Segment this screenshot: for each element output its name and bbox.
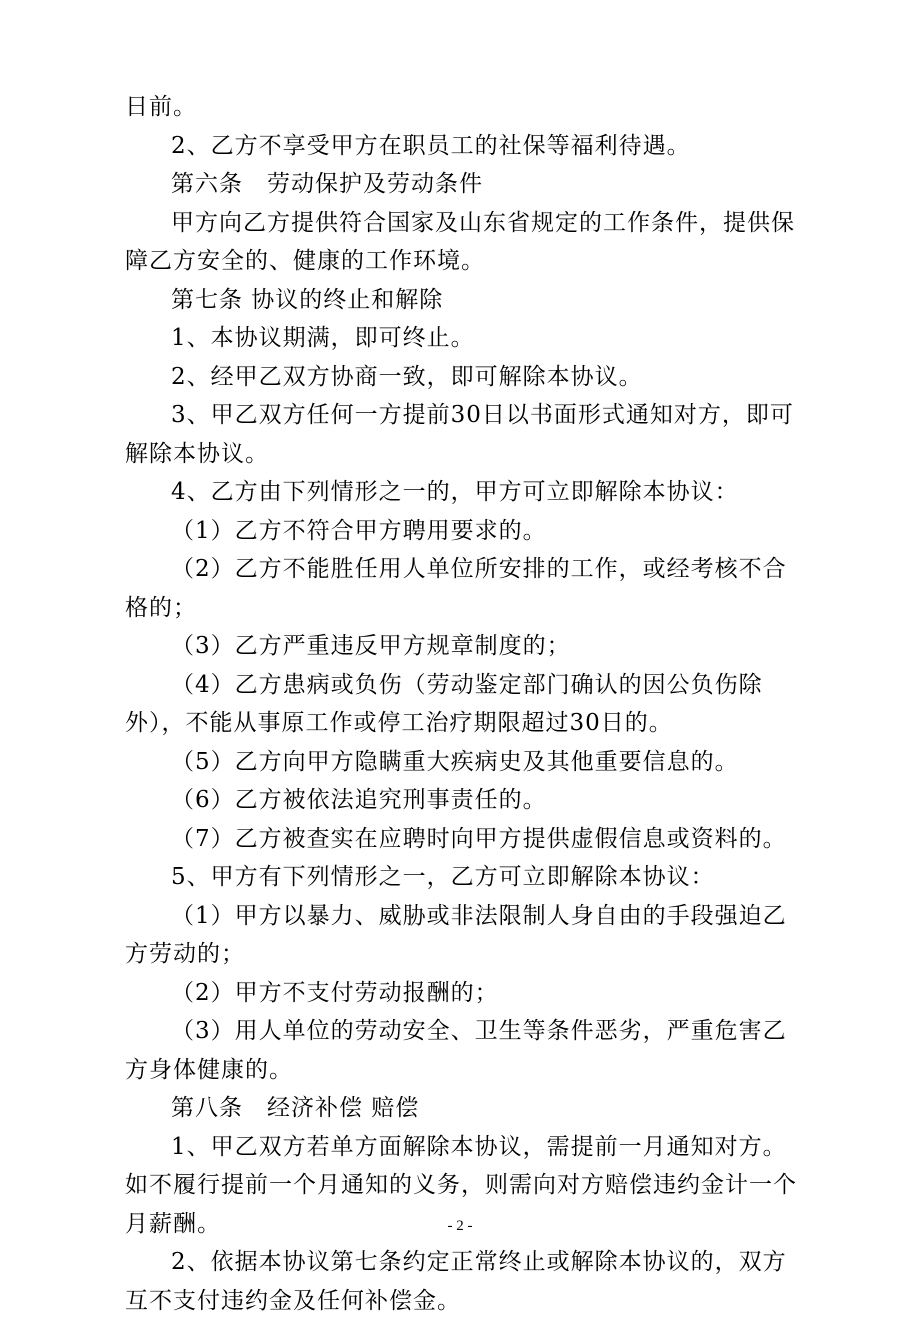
article-7-item-4-sub-4: （4）乙方患病或负伤（劳动鉴定部门确认的因公负伤除外），不能从事原工作或停工治疗期限超过30日的。 <box>125 671 763 736</box>
article-6-heading: 第六条 劳动保护及劳动条件 <box>171 171 483 197</box>
article-7-item-1: 1、本协议期满，即可终止。 <box>171 325 475 351</box>
article-7-item-4-sub-6: （6）乙方被依法追究刑事责任的。 <box>171 787 547 813</box>
paragraph-welfare: 2、乙方不享受甲方在职员工的社保等福利待遇。 <box>171 132 691 159</box>
document-body <box>125 88 805 1320</box>
page-number: - 2 - <box>447 1218 473 1234</box>
article-7-item-5: 5、甲方有下列情形之一，乙方可立即解除本协议： <box>171 864 715 890</box>
article-7-item-3: 3、甲乙双方任何一方提前30日以书面形式通知对方，即可解除本协议。 <box>125 402 794 467</box>
article-7-item-4-sub-2: （2）乙方不能胜任用人单位所安排的工作，或经考核不合格的； <box>125 556 787 621</box>
article-7-item-2: 2、经甲乙双方协商一致，即可解除本协议。 <box>171 363 643 390</box>
article-6-body: 甲方向乙方提供符合国家及山东省规定的工作条件，提供保障乙方安全的、健康的工作环境。 <box>125 209 795 274</box>
article-8-item-1: 1、甲乙双方若单方面解除本协议，需提前一月通知对方。如不履行提前一个月通知的义务，则需向对方赔偿违约金计一个月薪酬。 <box>125 1133 797 1237</box>
article-7-item-4: 4、乙方由下列情形之一的，甲方可立即解除本协议： <box>171 479 739 505</box>
article-7-item-4-sub-7: （7）乙方被查实在应聘时向甲方提供虚假信息或资料的。 <box>171 825 787 852</box>
article-8-heading: 第八条 经济补偿 赔偿 <box>171 1095 420 1121</box>
article-7-item-4-sub-3: （3）乙方严重违反甲方规章制度的； <box>171 633 571 659</box>
article-7-item-5-sub-1: （1）甲方以暴力、威胁或非法限制人身自由的手段强迫乙方劳动的； <box>125 902 787 967</box>
article-8-item-2: 2、依据本协议第七条约定正常终止或解除本协议的，双方互不支付违约金及任何补偿金。 <box>125 1249 787 1314</box>
paragraph-continuation: 日前。 <box>125 94 197 120</box>
article-7-item-4-sub-1: （1）乙方不符合甲方聘用要求的。 <box>171 517 547 544</box>
article-7-heading: 第七条 协议的终止和解除 <box>171 286 444 313</box>
article-7-item-4-sub-5: （5）乙方向甲方隐瞒重大疾病史及其他重要信息的。 <box>171 748 739 775</box>
article-7-item-5-sub-2: （2）甲方不支付劳动报酬的； <box>171 979 499 1006</box>
article-7-item-5-sub-3: （3）用人单位的劳动安全、卫生等条件恶劣，严重危害乙方身体健康的。 <box>125 1018 787 1083</box>
